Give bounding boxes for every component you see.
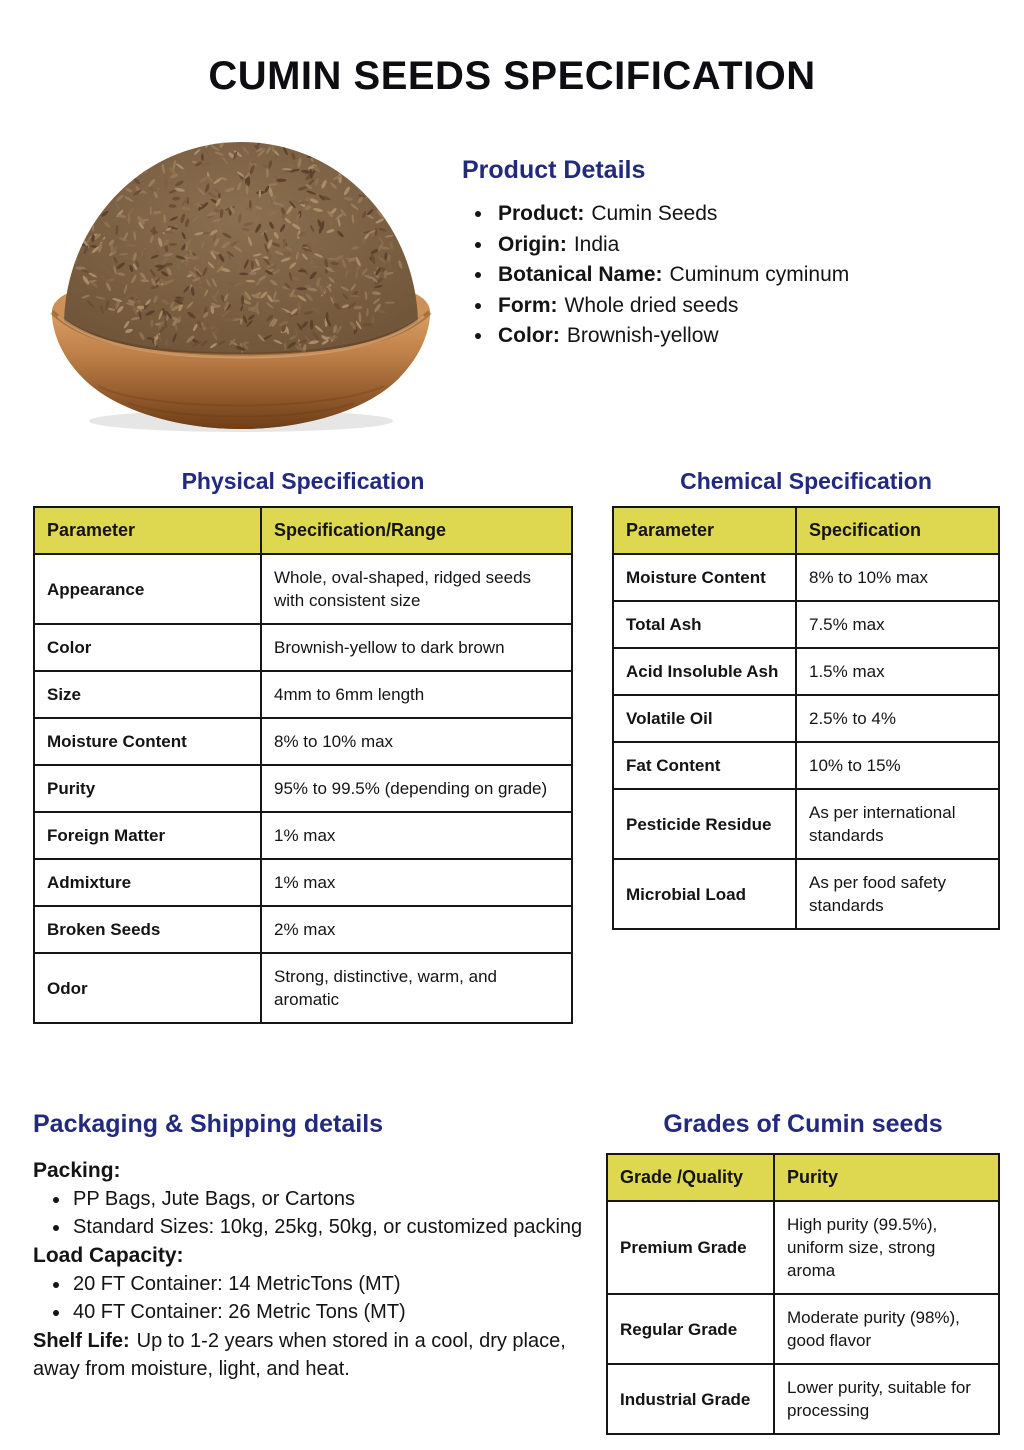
physical-specification-table xyxy=(33,506,573,1024)
table-row xyxy=(607,1294,999,1364)
table-header-row xyxy=(607,1154,999,1201)
param-cell: Size xyxy=(34,671,261,718)
grades-table xyxy=(606,1153,1000,1435)
shelf-life-value: Up to 1-2 years when stored in a cool, dry place, away from moisture, light, and heat. xyxy=(33,1330,566,1380)
table-row xyxy=(34,718,572,765)
table-header-row xyxy=(613,507,999,554)
table-row xyxy=(34,671,572,718)
cumin-seeds-bowl-image xyxy=(38,124,444,436)
table-header-row xyxy=(34,507,572,554)
value-cell: Strong, distinctive, warm, and aromatic xyxy=(261,953,572,1023)
column-header: Grade /Quality xyxy=(607,1154,774,1201)
param-cell: Industrial Grade xyxy=(607,1364,774,1434)
product-details-section xyxy=(462,156,992,352)
param-cell: Moisture Content xyxy=(613,554,796,601)
table-row xyxy=(613,554,999,601)
value-cell: Whole, oval-shaped, ridged seeds with consistent size xyxy=(261,554,572,624)
grades-heading: Grades of Cumin seeds xyxy=(663,1110,943,1138)
param-cell: Volatile Oil xyxy=(613,695,796,742)
value-cell: As per food safety standards xyxy=(796,859,999,929)
list-item xyxy=(494,260,992,291)
table-row xyxy=(613,859,999,929)
value-cell: High purity (99.5%), uniform size, strong aroma xyxy=(774,1201,999,1294)
column-header: Specification xyxy=(796,507,999,554)
detail-label: Product: xyxy=(498,202,585,225)
column-header: Purity xyxy=(774,1154,999,1201)
param-cell: Color xyxy=(34,624,261,671)
param-cell: Appearance xyxy=(34,554,261,624)
detail-value: Cuminum cyminum xyxy=(669,263,850,286)
column-header: Specification/Range xyxy=(261,507,572,554)
load-capacity-list xyxy=(33,1271,593,1326)
page-title: CUMIN SEEDS SPECIFICATION xyxy=(208,54,816,98)
value-cell: 7.5% max xyxy=(796,601,999,648)
value-cell: 2.5% to 4% xyxy=(796,695,999,742)
cumin-bowl-illustration xyxy=(38,124,444,436)
list-item xyxy=(494,230,992,261)
packaging-shipping-section xyxy=(33,1110,593,1383)
list-item: • 40 FT Container: 26 Metric Tons (MT) xyxy=(71,1299,593,1327)
column-header: Parameter xyxy=(34,507,261,554)
grades-section xyxy=(606,1110,1000,1435)
value-cell: Brownish-yellow to dark brown xyxy=(261,624,572,671)
detail-value: Cumin Seeds xyxy=(591,202,718,225)
value-cell: Lower purity, suitable for processing xyxy=(774,1364,999,1434)
packaging-shipping-heading: Packaging & Shipping details xyxy=(33,1110,384,1138)
param-cell: Odor xyxy=(34,953,261,1023)
value-cell: Moderate purity (98%), good flavor xyxy=(774,1294,999,1364)
param-cell: Fat Content xyxy=(613,742,796,789)
detail-label: Origin: xyxy=(498,232,567,256)
column-header: Parameter xyxy=(613,507,796,554)
list-item: • 20 FT Container: 14 MetricTons (MT) xyxy=(71,1271,593,1299)
param-cell: Regular Grade xyxy=(607,1294,774,1364)
param-cell: Microbial Load xyxy=(613,859,796,929)
list-item xyxy=(494,321,992,352)
chemical-specification-table xyxy=(612,506,1000,930)
table-row xyxy=(34,624,572,671)
detail-value: Brownish-yellow xyxy=(566,324,719,347)
shelf-life-text xyxy=(33,1327,593,1383)
param-cell: Admixture xyxy=(34,859,261,906)
value-cell: 2% max xyxy=(261,906,572,953)
value-cell: 1% max xyxy=(261,859,572,906)
table-row xyxy=(34,906,572,953)
value-cell: 8% to 10% max xyxy=(261,718,572,765)
list-item xyxy=(494,291,992,322)
param-cell: Premium Grade xyxy=(607,1201,774,1294)
table-row xyxy=(607,1364,999,1434)
table-row xyxy=(613,695,999,742)
shelf-life-label: Shelf Life: xyxy=(33,1330,130,1352)
value-cell: 10% to 15% xyxy=(796,742,999,789)
table-row xyxy=(34,859,572,906)
product-details-list xyxy=(462,199,992,352)
value-cell: 1.5% max xyxy=(796,648,999,695)
param-cell: Foreign Matter xyxy=(34,812,261,859)
packing-label: Packing: xyxy=(33,1159,121,1182)
list-item: • PP Bags, Jute Bags, or Cartons xyxy=(71,1186,593,1214)
detail-label: Color: xyxy=(498,324,560,347)
list-item xyxy=(494,199,992,230)
detail-label: Form: xyxy=(498,293,558,317)
packing-list xyxy=(33,1186,593,1241)
detail-value: India xyxy=(573,232,620,256)
detail-label: Botanical Name: xyxy=(498,263,663,286)
table-row xyxy=(34,812,572,859)
table-row xyxy=(613,601,999,648)
physical-specification-heading: Physical Specification xyxy=(181,468,425,494)
table-row xyxy=(613,648,999,695)
param-cell: Moisture Content xyxy=(34,718,261,765)
table-row xyxy=(34,554,572,624)
detail-value: Whole dried seeds xyxy=(564,293,739,317)
param-cell: Purity xyxy=(34,765,261,812)
physical-specification-section xyxy=(33,468,573,1024)
value-cell: 95% to 99.5% (depending on grade) xyxy=(261,765,572,812)
chemical-specification-section xyxy=(612,468,1000,930)
table-row xyxy=(613,742,999,789)
param-cell: Total Ash xyxy=(613,601,796,648)
load-capacity-label: Load Capacity: xyxy=(33,1244,184,1267)
table-row xyxy=(34,765,572,812)
param-cell: Acid Insoluble Ash xyxy=(613,648,796,695)
list-item: • Standard Sizes: 10kg, 25kg, 50kg, or customized packing xyxy=(71,1214,593,1242)
table-row xyxy=(607,1201,999,1294)
table-row xyxy=(34,953,572,1023)
value-cell: 4mm to 6mm length xyxy=(261,671,572,718)
chemical-specification-heading: Chemical Specification xyxy=(680,468,932,494)
table-row xyxy=(613,789,999,859)
param-cell: Broken Seeds xyxy=(34,906,261,953)
value-cell: 8% to 10% max xyxy=(796,554,999,601)
value-cell: 1% max xyxy=(261,812,572,859)
value-cell: As per international standards xyxy=(796,789,999,859)
product-details-heading: Product Details xyxy=(462,156,646,184)
param-cell: Pesticide Residue xyxy=(613,789,796,859)
